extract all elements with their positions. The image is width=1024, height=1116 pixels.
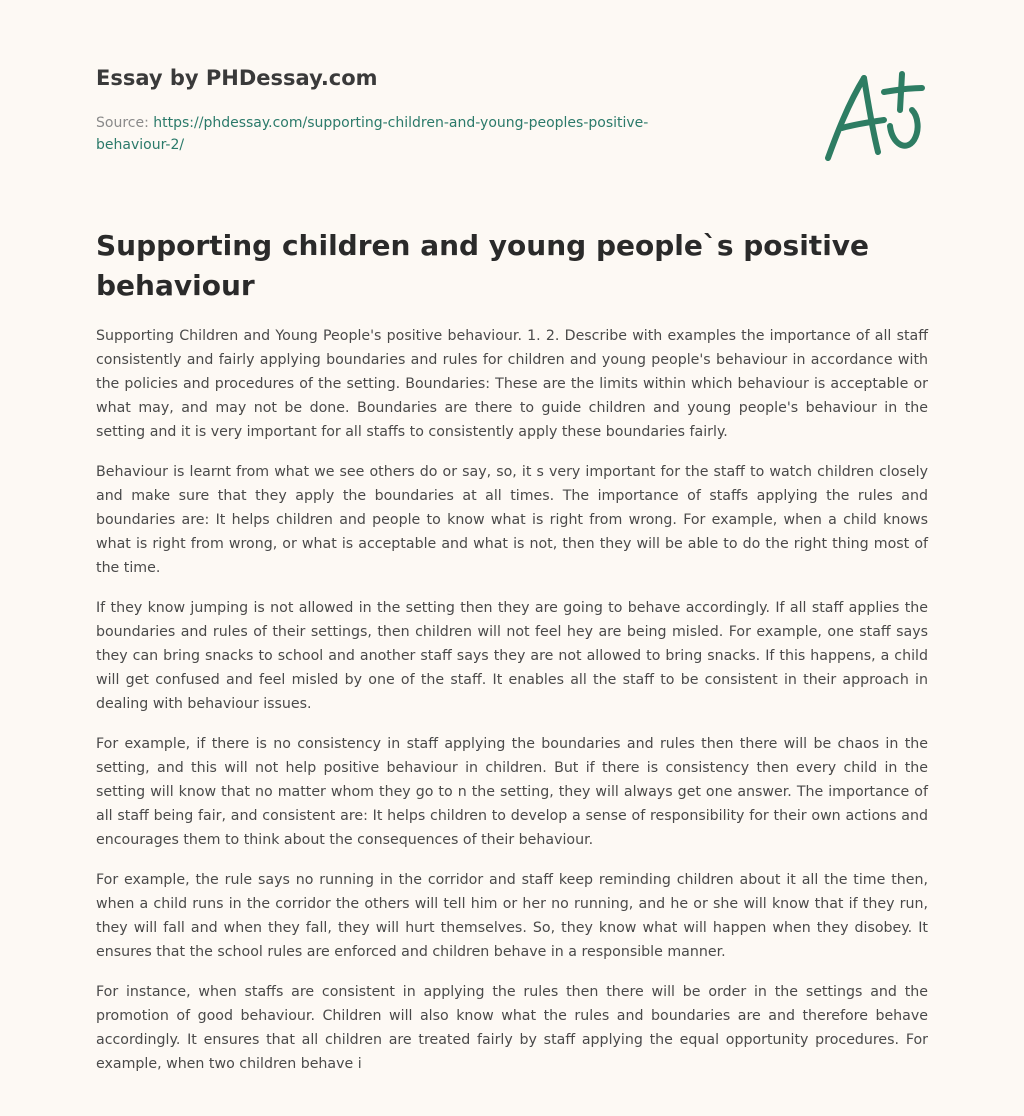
source-link[interactable]: https://phdessay.com/supporting-children-and-young-peoples-positive-behaviour-2/ [96,115,649,153]
source-label: Source: [96,115,154,131]
paragraph: For example, if there is no consistency in staff applying the boundaries and rules then there will be chaos in the setting, and this will not help positive behaviour in children. But if there is consistency then every child in the setting will know that no matter whom they go to n the setting, they will always get one answer. The importance of all staff being fair, and consistent are: It helps children to develop a sense of responsibility for their own actions and encourages them to think about the consequences of their behaviour. [96,736,928,848]
document-body [96,324,928,1092]
document-title: Supporting children and young people`s positive behaviour [96,229,870,302]
source-line [96,112,716,156]
site-title: Essay by PHDessay.com [96,66,378,90]
a-plus-logo-icon [822,66,926,166]
paragraph: Supporting Children and Young People's positive behaviour. 1. 2. Describe with examples the importance of all staff consistently and fairly applying boundaries and rules for children and young people's behaviour in accordance with the policies and procedures of the setting. Boundaries: These are the limits within which behaviour is acceptable or what may, and may not be done. Boundaries are there to guide children and young people's behaviour in the setting and it is very important for all staffs to consistently apply these boundaries fairly. [96,328,928,440]
paragraph: If they know jumping is not allowed in the setting then they are going to behave accordingly. If all staff applies the boundaries and rules of their settings, then children will not feel hey are being misled. For example, one staff says they can bring snacks to school and another staff says they are not allowed to bring snacks. If this happens, a child will get confused and feel misled by one of the staff. It enables all the staff to be consistent in their approach in dealing with behaviour issues. [96,600,928,712]
paragraph: Behaviour is learnt from what we see others do or say, so, it s very important for the staff to watch children closely and make sure that they apply the boundaries at all times. The importance of staffs applying the rules and boundaries are: It helps children and people to know what is right from wrong. For example, when a child knows what is right from wrong, or what is acceptable and what is not, then they will be able to do the right thing most of the time. [96,464,928,576]
paragraph: For example, the rule says no running in the corridor and staff keep reminding children about it all the time then, when a child runs in the corridor the others will tell him or her no running, and he or she will know that if they run, they will fall and when they fall, they will hurt themselves. So, they know what will happen when they disobey. It ensures that the school rules are enforced and children behave in a responsible manner. [96,872,928,960]
paragraph: For instance, when staffs are consistent in applying the rules then there will be order in the settings and the promotion of good behaviour. Children will also know what the rules and boundaries are and therefore behave accordingly. It ensures that all children are treated fairly by staff applying the equal opportunity procedures. For example, when two children behave i [96,984,928,1072]
